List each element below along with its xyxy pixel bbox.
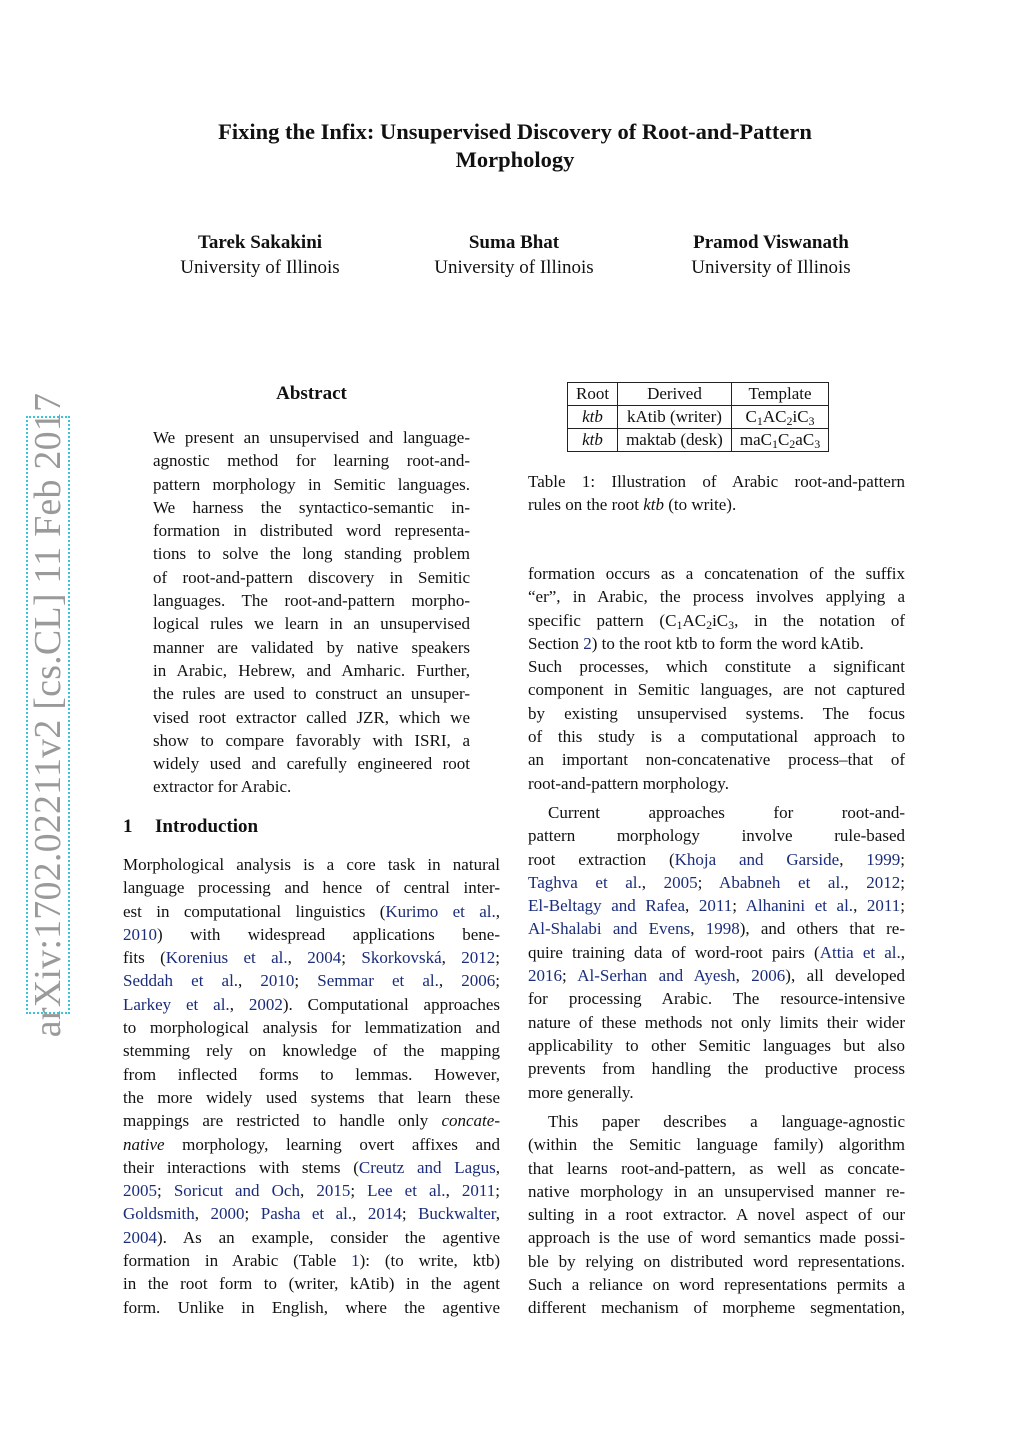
table-header-cell: Root [568,383,618,406]
citation-link[interactable]: Soricut and Och [173,1181,300,1201]
section-link[interactable]: 2 [583,633,592,653]
arxiv-stamp[interactable] [26,392,70,1038]
caption-line: Table 1: Illustration of Arabic root-and-pattern [528,472,905,491]
citation-link[interactable]: 2016 [528,966,562,986]
citation-link[interactable]: 2012 [866,872,901,892]
table-row [568,406,829,429]
caption-text: (to write). [663,495,737,515]
intro-paragraph-3: This paper describes a language-agnostic (within the Semitic language family) algorithm that learns root-and-pattern, as well as concate- native morphology in an unsupervised manner re- sulting in a root extractor. A novel aspect of our approach is the use of word semantics made possi- ble by relying on distributed word representations. Such a reliance on word representations permits a different mechanism of morpheme segmentation, [528,1112,905,1318]
intro-paragraph-1: Morphological analysis is a core task in natural language processing and hence of central inter- est in computational linguistics (Kurimo et al., 2010) with widespread applications bene- fits (Korenius et al., 2004; Skorkovská, 2012; Seddah et al., 2010; Semmar et al., 2006; Larkey et al., 2002). Computational approaches to morphological analysis for lemmatization and stemming rely on knowledge of the mapping from inflected forms to lemmas. However, the more widely used systems that learn these mappings are restricted to handle only concate- native morphology, learning overt affixes and their interactions with stems (Creutz and Lagus, 2005; Soricut and Och, 2015; Lee et al., 2011; Goldsmith, 2000; Pasha et al., 2014; Buckwalter, 2004). As an example, consider the agentive formation in Arabic (Table 1): (to write, ktb) in the root form to (writer, kAtib) in the agent form. Unlike in English, where the agentive [123,855,501,1317]
section-heading [123,816,258,838]
table-header-row [568,383,829,406]
citation-link[interactable]: Lee et al. [367,1181,446,1201]
author-block [135,230,385,280]
abstract-line: pattern morphology in Semitic languages. [153,474,470,494]
citation-link[interactable]: Buckwalter [418,1204,496,1224]
citation-link[interactable]: Creutz and Lagus [358,1157,496,1177]
caption-text: rules on the root [528,495,644,515]
citation-link[interactable]: Al-Serhan and Ayesh [577,966,736,986]
abstract-line: manner are validated by native speakers [153,637,470,657]
citation-link[interactable]: 2002 [248,994,283,1014]
title-line-1: Fixing the Infix: Unsupervised Discovery of Root-and-Pattern [218,119,812,144]
abstract-line: agnostic method for learning root-and- [153,451,470,471]
citation-link[interactable]: 2006 [461,971,496,991]
citation-link[interactable]: Khoja and Garside [674,849,840,869]
citation-link[interactable]: Kurimo et al. [385,901,496,921]
table-1 [567,382,829,452]
citation-link[interactable]: 2012 [461,948,496,968]
citation-link[interactable]: El-Beltagy and Rafea [528,896,686,916]
section-title: Introduction [155,816,259,837]
abstract-line: of root-and-pattern discovery in Semitic [153,567,470,587]
citation-link[interactable]: Pasha et al. [260,1204,353,1224]
abstract-body [153,426,470,799]
abstract-line: tions to solve the long standing problem [153,544,470,564]
arxiv-stamp-text: arXiv:1702.02211v2 [cs.CL] 11 Feb 2017 [27,392,69,1038]
abstract-line: widely used and carefully engineered root [153,754,470,774]
author-name: Tarek Sakakini [197,232,323,253]
table-link[interactable]: 1 [351,1251,360,1271]
citation-link[interactable]: 2010 [123,924,157,944]
citation-link[interactable]: 2005 [663,872,698,892]
abstract-line: We present an unsupervised and language- [153,428,470,447]
citation-link[interactable]: Semmar et al. [317,971,439,991]
table-header-cell: Derived [618,383,732,406]
author-affiliation: University of Illinois [691,257,851,278]
title-line-2: Morphology [455,147,575,172]
citation-link[interactable]: Larkey et al. [123,994,230,1014]
abstract-line: logical rules we learn in an unsupervised [153,614,470,634]
citation-link[interactable]: Seddah et al. [123,971,239,991]
abstract-heading: Abstract [276,383,347,404]
abstract-line: We harness the syntactico-semantic in- [153,497,470,517]
citation-link[interactable]: Skorkovská [361,948,442,968]
citation-link[interactable]: Ababneh et al. [719,872,845,892]
citation-link[interactable]: 2006 [751,966,786,986]
abstract-line: show to compare favorably with ISRI, a [153,730,470,750]
table-cell: kAtib (writer) [618,406,732,429]
author-block [646,230,896,280]
abstract-line: formation in distributed word representa- [153,521,470,541]
abstract-line: the rules are used to construct an unsuper- [153,684,470,704]
citation-link[interactable]: 2005 [123,1181,157,1201]
citation-link[interactable]: 1999 [866,849,901,869]
citation-link[interactable]: Al-Shalabi and Evens [528,919,691,939]
citation-link[interactable]: 2011 [461,1181,496,1201]
citation-link[interactable]: 2004 [307,948,342,968]
abstract-line: in Arabic, Hebrew, and Amharic. Further, [153,660,470,680]
citation-link[interactable]: Attia et al. [819,942,901,962]
citation-link[interactable]: 1998 [705,919,740,939]
section-number: 1 [123,816,133,837]
intro-paragraph-2: Current approaches for root-and- pattern morphology involve rule-based root extraction (Khoja and Garside, 1999; Taghva et al., 2005; Ababneh et al., 2012; El-Beltagy and Rafea, 2011; Alhanini et al., 2011; Al-Shalabi and Evens, 1998), and others that re- quire training data of word-root pairs (Attia et al., 2016; Al-Serhan and Ayesh, 2006), all developed for processing Arabic. The resource-intensive nature of these methods not only limits their wider applicability to other Semitic languages but also prevents from handling the productive process more generally. [528,803,906,1102]
table-cell: ktb [568,429,618,452]
citation-link[interactable]: 2011 [866,896,901,916]
citation-link[interactable]: Alhanini et al. [745,896,854,916]
table-cell: maktab (desk) [618,429,732,452]
citation-link[interactable]: 2000 [210,1204,245,1224]
citation-link[interactable]: Korenius et al. [165,948,288,968]
paper-title [120,118,910,174]
table-caption [528,470,905,517]
abstract-line: vised root extractor called JZR, which we [153,707,470,727]
citation-link[interactable]: Goldsmith [123,1204,195,1224]
author-affiliation: University of Illinois [180,257,340,278]
abstract-line: languages. The root-and-pattern morpho- [153,591,470,611]
table-header-cell: Template [731,383,828,406]
table-cell: $C_1AC_2iC_3$ [731,406,828,429]
citation-link[interactable]: 2004 [123,1227,157,1247]
caption-root: ktb [643,495,664,515]
author-affiliation: University of Illinois [434,257,594,278]
author-name: Pramod Viswanath [693,232,849,253]
table-cell: $maC_1C_2aC_3$ [731,429,828,452]
citation-link[interactable]: Taghva et al. [528,872,642,892]
citation-link[interactable]: 2010 [260,971,295,991]
author-block [389,230,639,280]
abstract-line: extractor for Arabic. [153,777,292,797]
table-cell: ktb [568,406,618,429]
intro-paragraph-1-continued: formation occurs as a concatenation of the suffix “er”, in Arabic, the process involves applying a specific pattern ($C_1AC_2iC_3$, in the notation of Section 2) to the root ktb to form the word kAtib. Such processes, which constitute a significant component in Semitic languages, are not captured by existing unsupervised systems. The focus of this study is a computational approach to an important non-concatenative process–that of root-and-pattern morphology. [528,564,905,793]
citation-link[interactable]: 2011 [698,896,733,916]
author-name: Suma Bhat [468,232,560,253]
citation-link[interactable]: 2014 [367,1204,402,1224]
citation-link[interactable]: 2015 [316,1181,351,1201]
table-row [568,429,829,452]
